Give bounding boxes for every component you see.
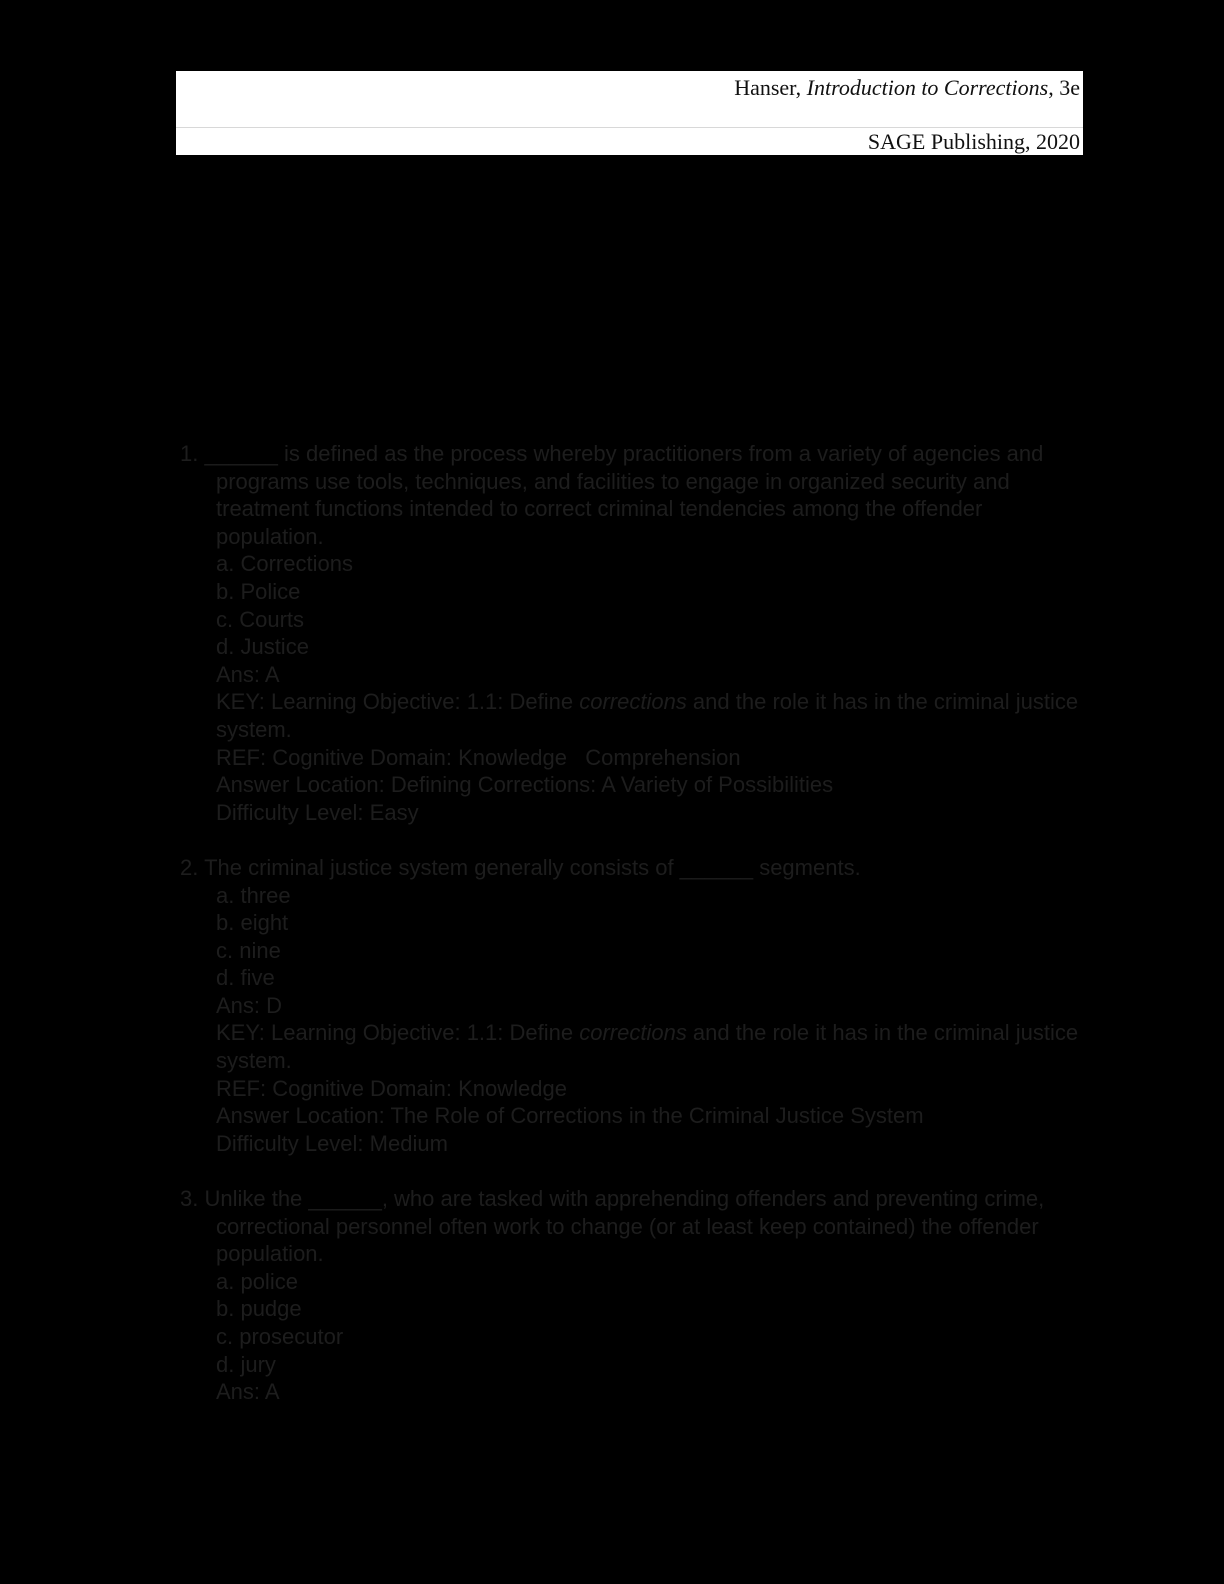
option-b: b. eight [216,910,289,936]
key-term: corrections [579,1020,687,1046]
option-a: a. Corrections [216,551,353,577]
option-c: c. Courts [216,606,305,632]
question-3 [180,1185,1080,1406]
header-edition: , 3e [1048,75,1080,100]
cognitive-domain: REF: Cognitive Domain: Knowledge [216,1075,567,1101]
option-d: d. five [216,965,275,991]
option-b: b. pudge [216,1296,302,1322]
answer-key: Ans: D [216,992,283,1018]
cognitive-domain: REF: Cognitive Domain: Knowledge Comprehension [216,744,741,770]
key-prefix: KEY: Learning Objective: 1.1: Define [216,689,580,715]
difficulty-level: Difficulty Level: Easy [216,799,419,825]
answer-location: Answer Location: Defining Corrections: A Variety of Possibilities [216,772,834,798]
question-stem: 1. ______ is defined as the process whereby practitioners from a variety of agencies and programs use tools, techniques, and facilities to engage in organized security and treatment functions intended to correct criminal tendencies among the offender population. [180,441,1044,549]
header-book-title: Introduction to Corrections [806,75,1049,100]
key-term: corrections [579,689,687,715]
question-stem: 3. Unlike the ______, who are tasked with apprehending offenders and preventing crime, correctional personnel often work to change (or at least keep contained) the offender population. [180,1186,1045,1267]
key-suffix: and the role it has in the criminal justice system. [216,1020,1079,1074]
running-header [176,71,1083,155]
header-publisher: SAGE Publishing, 2020 [867,129,1080,154]
option-d: d. Justice [216,634,309,660]
answer-location: Answer Location: The Role of Corrections in the Criminal Justice System [216,1103,924,1129]
answer-key: Ans: A [216,661,280,687]
question-2 [180,854,1080,1158]
key-suffix: and the role it has in the criminal justice system. [216,689,1079,742]
answer-key: Ans: A [216,1379,280,1405]
option-b: b. Police [216,578,301,604]
header-divider [176,127,1083,128]
key-prefix: KEY: Learning Objective: 1.1: Define [216,1020,580,1046]
difficulty-level: Difficulty Level: Medium [216,1130,448,1156]
option-c: c. prosecutor [216,1324,344,1349]
learning-objective [180,688,1080,743]
header-book-citation [734,75,1080,101]
option-a: a. three [216,882,291,908]
header-author: Hanser, [734,75,807,100]
question-stem: 2. The criminal justice system generally consists of ______ segments. [180,854,861,880]
option-d: d. jury [216,1351,276,1377]
option-a: a. police [216,1268,298,1294]
question-1 [180,440,1080,826]
learning-objective [180,1019,1080,1074]
test-bank-content [180,440,1080,1433]
option-c: c. nine [216,937,281,963]
